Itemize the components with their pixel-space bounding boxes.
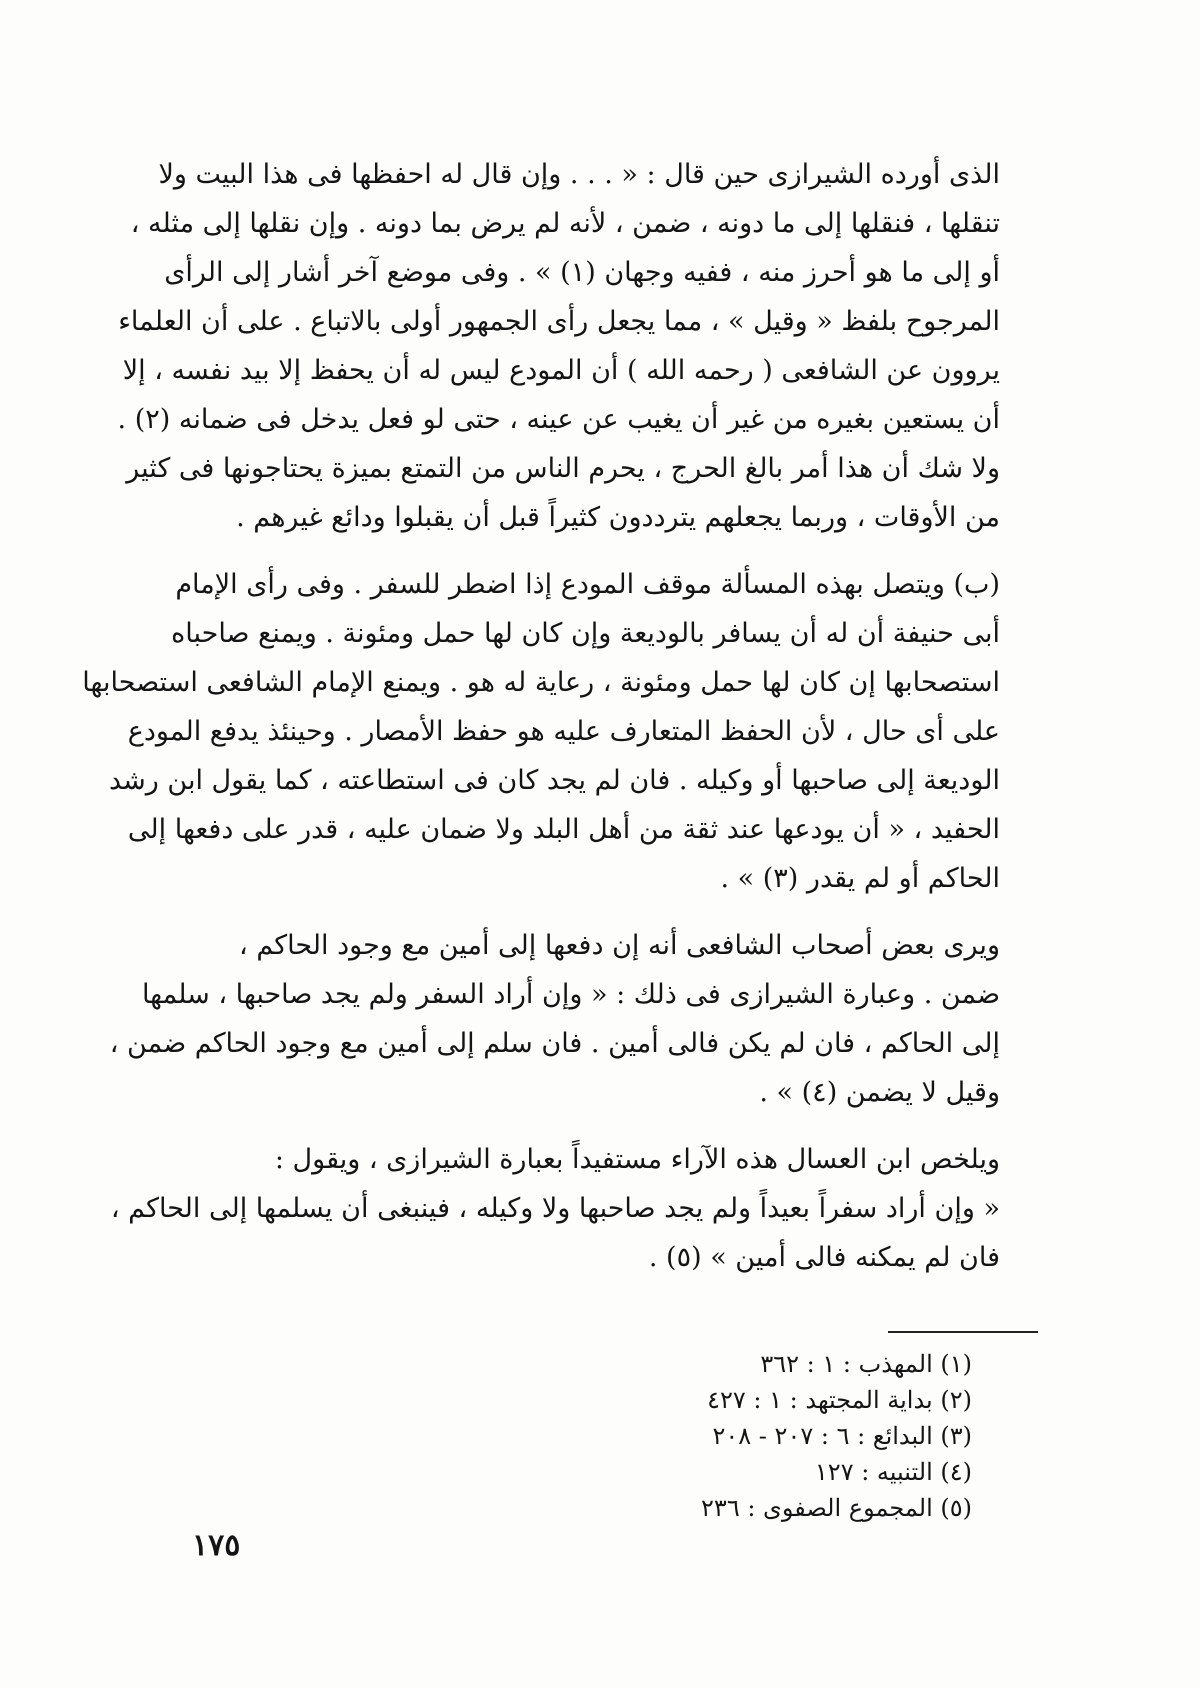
text-line: ويرى بعض أصحاب الشافعى أنه إن دفعها إلى أمين مع وجود الحاكم ، bbox=[239, 930, 1000, 961]
text-line: ولا شك أن هذا أمر بالغ الحرج ، يحرم الناس من التمتع بميزة يحتاجونها فى كثير bbox=[126, 453, 1000, 484]
text-line: الوديعة إلى صاحبها أو وكيله . فان لم يجد كان فى استطاعته ، كما يقول ابن رشد bbox=[108, 765, 1000, 796]
text-line: من الأوقات ، وربما يجعلهم يترددون كثيراً قبل أن يقبلوا ودائع غيرهم . bbox=[236, 502, 1000, 533]
text-line: يروون عن الشافعى ( رحمه الله ) أن المودع ليس له أن يحفظ إلا بيد نفسه ، إلا bbox=[122, 355, 1000, 386]
paragraph-gap bbox=[180, 542, 1000, 560]
text-line: « وإن أراد سفراً بعيداً ولم يجد صاحبها ولا وكيله ، فينبغى أن يسلمها إلى الحاكم ، bbox=[110, 1193, 1000, 1224]
page-number: ١٧٥ bbox=[192, 1528, 241, 1563]
text-line: (ب) ويتصل بهذه المسألة موقف المودع إذا اضطر للسفر . وفى رأى الإمام bbox=[175, 569, 1000, 600]
text-line: ويلخص ابن العسال هذه الآراء مستفيداً بعبارة الشيرازى ، ويقول : bbox=[274, 1144, 1000, 1175]
text-line: تنقلها ، فنقلها إلى ما دونه ، ضمن ، لأنه لم يرض بما دونه . وإن نقلها إلى مثله ، bbox=[130, 208, 1000, 239]
footnote-divider bbox=[888, 1331, 1038, 1333]
text-line: إلى الحاكم ، فان لم يكن فالى أمين . فان سلم إلى أمين مع وجود الحاكم ضمن ، bbox=[109, 1028, 1000, 1059]
text-line: وقيل لا يضمن (٤) » . bbox=[759, 1077, 1000, 1108]
text-line: الحفيد ، « أن يودعها عند ثقة من أهل البلد ولا ضمان عليه ، قدر على دفعها إلى bbox=[127, 814, 1000, 845]
footnote: (٤) التنبيه : ١٢٧ bbox=[814, 1458, 972, 1486]
body-text bbox=[82, 150, 1000, 1282]
text-line: الحاكم أو لم يقدر (٣) » . bbox=[720, 863, 1000, 894]
text-line: ضمن . وعبارة الشيرازى فى ذلك : « وإن أراد السفر ولم يجد صاحبها ، سلمها bbox=[141, 979, 1000, 1010]
text-line: أو إلى ما هو أحرز منه ، ففيه وجهان (١) » . وفى موضع آخر أشار إلى الرأى bbox=[164, 257, 1000, 288]
footnote: (٣) البدائع : ٦ : ٢٠٧ - ٢٠٨ bbox=[712, 1422, 972, 1450]
text-line: على أى حال ، لأن الحفظ المتعارف عليه هو حفظ الأمصار . وحينئذ يدفع المودع bbox=[127, 716, 1000, 747]
footnote: (١) المهذب : ١ : ٣٦٢ bbox=[760, 1350, 972, 1378]
text-line: فان لم يمكنه فالى أمين » (٥) . bbox=[648, 1242, 1000, 1273]
text-line: المرجوح بلفظ « وقيل » ، مما يجعل رأى الجمهور أولى بالاتباع . على أن العلماء bbox=[118, 306, 1000, 337]
footnote: (٢) بداية المجتهد : ١ : ٤٢٧ bbox=[707, 1386, 972, 1414]
text-line: استصحابها إن كان لها حمل ومئونة ، رعاية له هو . ويمنع الإمام الشافعى استصحابها bbox=[82, 667, 1000, 698]
text-line: أن يستعين بغيره من غير أن يغيب عن عينه ، حتى لو فعل يدخل فى ضمانه (٢) . bbox=[117, 404, 1000, 435]
paragraph-gap bbox=[180, 903, 1000, 921]
footnotes bbox=[701, 1346, 972, 1526]
text-line: أبى حنيفة أن له أن يسافر بالوديعة وإن كان لها حمل ومئونة . ويمنع صاحباه bbox=[171, 618, 1000, 649]
paragraph-gap bbox=[180, 1117, 1000, 1135]
text-line: الذى أورده الشيرازى حين قال : « . . . وإن قال له احفظها فى هذا البيت ولا bbox=[158, 159, 1000, 190]
footnote: (٥) المجموع الصفوى : ٢٣٦ bbox=[701, 1494, 972, 1522]
